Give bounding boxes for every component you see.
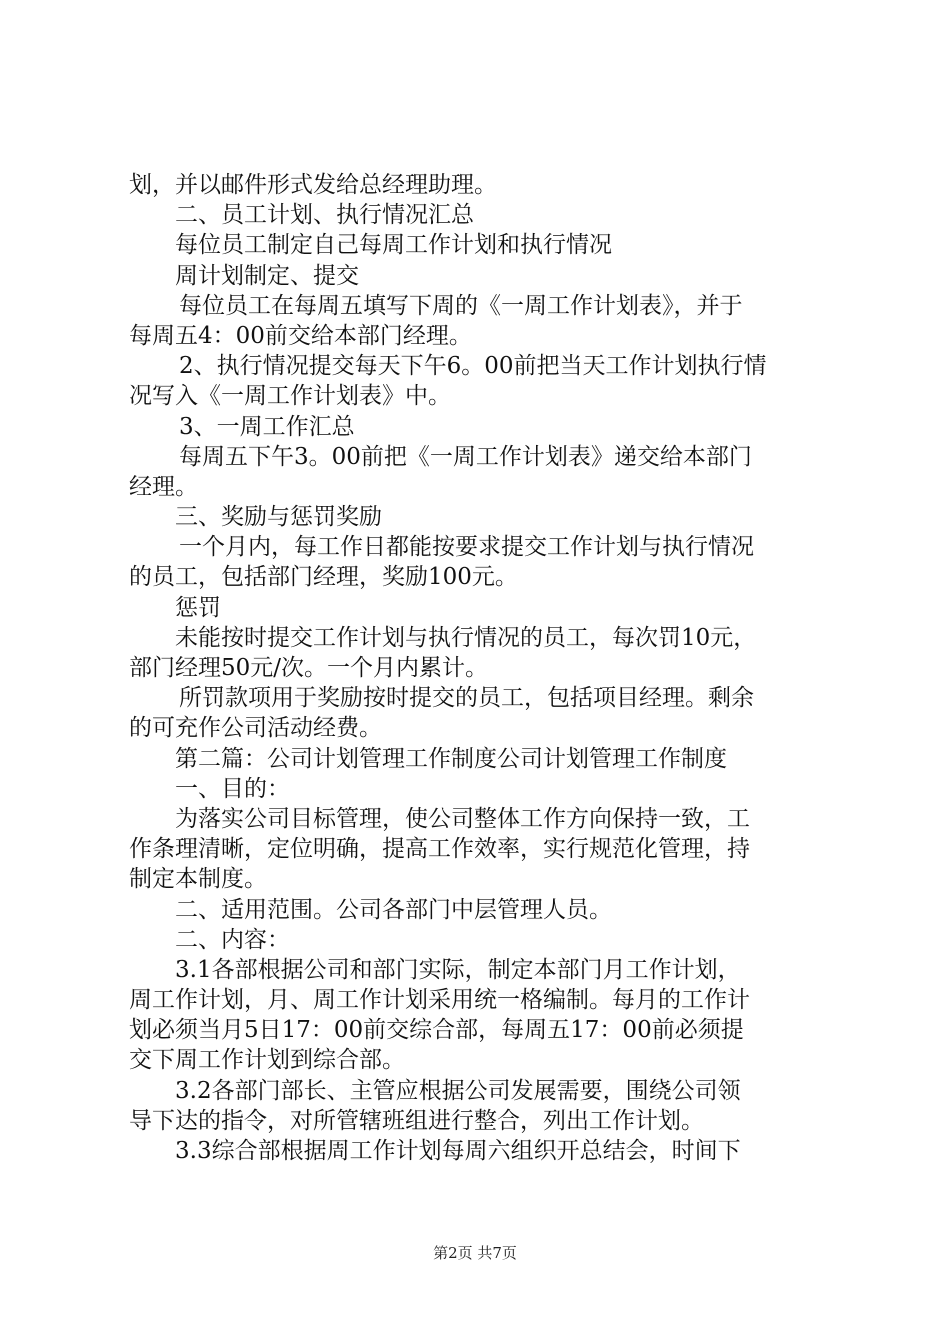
text-line: 部门经理50元/次。一个月内累计。 — [129, 655, 489, 681]
text-line: 况写入《一周工作计划表》中。 — [129, 383, 451, 410]
text-line: 经理。 — [129, 473, 198, 500]
document-body — [129, 170, 831, 1166]
text-line: 划，并以邮件形式发给总经理助理。 — [129, 172, 497, 198]
text-line: 为落实公司目标管理，使公司整体工作方向保持一致，工 — [175, 805, 750, 832]
text-line: 3.2各部门部长、主管应根据公司发展需要，围绕公司领 — [175, 1077, 741, 1104]
text-line: 一个月内，每工作日都能按要求提交工作计划与执行情况 — [179, 534, 754, 561]
text-line: 第二篇：公司计划管理工作制度公司计划管理工作制度 — [175, 745, 727, 772]
text-line: 作条理清晰，定位明确，提高工作效率，实行规范化管理，持 — [129, 836, 750, 863]
text-line: 一、目的： — [175, 775, 290, 802]
text-line: 所罚款项用于奖励按时提交的员工，包括项目经理。剩余 — [179, 685, 754, 712]
text-line: 2、执行情况提交每天下午6。00前把当天工作计划执行情 — [179, 353, 767, 380]
page-number: 第2页 共7页 — [433, 1244, 517, 1262]
text-line: 每位员工在每周五填写下周的《一周工作计划表》，并于 — [179, 292, 743, 319]
text-line: 惩罚 — [175, 594, 221, 621]
text-line: 划必须当月5日17：00前交综合部，每周五17：00前必须提 — [129, 1017, 744, 1044]
text-line: 3、一周工作汇总 — [179, 413, 355, 440]
text-line: 每位员工制定自己每周工作计划和执行情况 — [175, 232, 612, 259]
text-line: 二、员工计划、执行情况汇总 — [175, 202, 474, 229]
text-line: 未能按时提交工作计划与执行情况的员工，每次罚10元， — [175, 624, 757, 651]
text-line: 交下周工作计划到综合部。 — [129, 1047, 405, 1074]
text-line: 3.3综合部根据周工作计划每周六组织开总结会，时间下 — [175, 1138, 741, 1164]
text-line: 每周五下午3。00前把《一周工作计划表》递交给本部门 — [179, 443, 752, 470]
text-line: 每周五4：00前交给本部门经理。 — [129, 322, 472, 349]
text-line: 制定本制度。 — [129, 866, 267, 893]
text-line: 周工作计划，月、周工作计划采用统一格编制。每月的工作计 — [129, 987, 750, 1014]
text-line: 的员工，包括部门经理，奖励100元。 — [129, 564, 518, 591]
text-line: 二、内容： — [175, 926, 290, 953]
text-line: 三、奖励与惩罚奖励 — [175, 504, 382, 531]
text-line: 3.1各部根据公司和部门实际，制定本部门月工作计划， — [175, 956, 741, 983]
text-line: 周计划制定、提交 — [175, 262, 359, 289]
text-line: 导下达的指令，对所管辖班组进行整合，列出工作计划。 — [129, 1107, 704, 1134]
text-line: 的可充作公司活动经费。 — [129, 715, 382, 742]
text-line: 二、适用范围。公司各部门中层管理人员。 — [175, 896, 612, 923]
